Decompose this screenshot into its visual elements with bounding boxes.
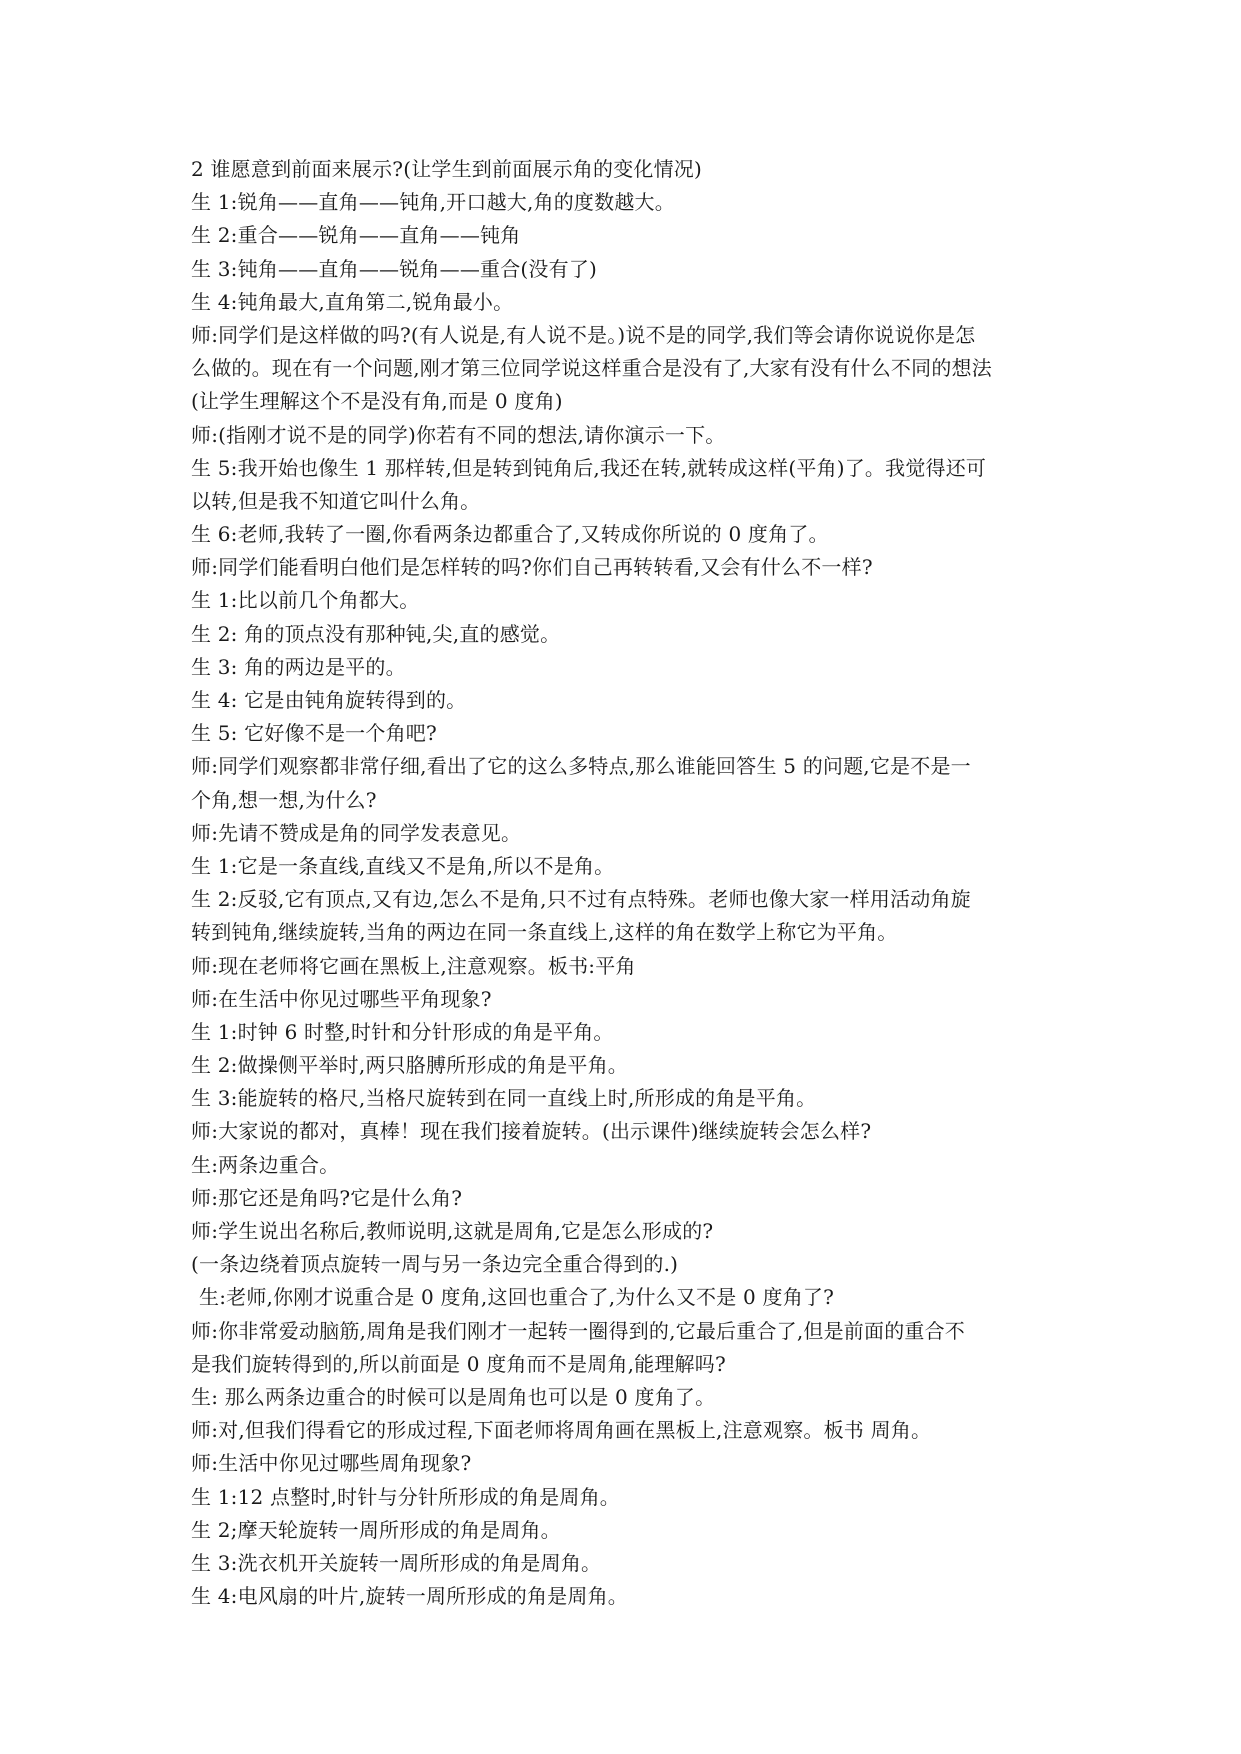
text-line: 师:同学们观察都非常仔细,看出了它的这么多特点,那么谁能回答生 5 的问题,它是不是一 bbox=[191, 754, 971, 779]
text-line: 生:老师,你刚才说重合是 0 度角,这回也重合了,为什么又不是 0 度角了? bbox=[199, 1285, 835, 1310]
text-line: 师:(指刚才说不是的同学)你若有不同的想法,请你演示一下。 bbox=[191, 422, 726, 447]
text-line: 师:大家说的都对，真棒！现在我们接着旋转。(出示课件)继续旋转会怎么样? bbox=[191, 1119, 872, 1144]
text-line: 师:你非常爱动脑筋,周角是我们刚才一起转一圈得到的,它最后重合了,但是前面的重合不 bbox=[191, 1318, 966, 1343]
document-body bbox=[191, 153, 1061, 1613]
text-line: 生:两条边重合。 bbox=[191, 1152, 340, 1177]
text-line: 师:先请不赞成是角的同学发表意见。 bbox=[191, 820, 522, 845]
text-line: 生 1:时钟 6 时整,时针和分针形成的角是平角。 bbox=[191, 1019, 614, 1044]
text-line: 生 2: 角的顶点没有那种钝,尖,直的感觉。 bbox=[191, 621, 561, 646]
text-line: 生 4: 它是由钝角旋转得到的。 bbox=[191, 688, 467, 712]
text-line: 以转,但是我不知道它叫什么角。 bbox=[191, 488, 481, 513]
text-line: 生 2:反驳,它有顶点,又有边,怎么不是角,只不过有点特殊。老师也像大家一样用活动角旋 bbox=[191, 887, 971, 912]
text-line: 是我们旋转得到的,所以前面是 0 度角而不是周角,能理解吗? bbox=[191, 1351, 726, 1376]
text-line: 生 1:12 点整时,时针与分针所形成的角是周角。 bbox=[191, 1484, 620, 1509]
text-line: 生 5: 它好像不是一个角吧? bbox=[191, 721, 437, 746]
text-line: 生: 那么两条边重合的时候可以是周角也可以是 0 度角了。 bbox=[191, 1384, 716, 1409]
text-line: 生 1:它是一条直线,直线又不是角,所以不是角。 bbox=[191, 853, 615, 878]
text-line: 师:同学们能看明白他们是怎样转的吗?你们自己再转转看,又会有什么不一样? bbox=[191, 555, 873, 580]
text-line: 生 3:钝角——直角——锐角——重合(没有了) bbox=[191, 256, 598, 281]
text-line: 生 2;摩天轮旋转一周所形成的角是周角。 bbox=[191, 1517, 561, 1542]
text-line: 师:那它还是角吗?它是什么角? bbox=[191, 1185, 463, 1210]
text-line: 生 4:电风扇的叶片,旋转一周所形成的角是周角。 bbox=[191, 1584, 628, 1609]
text-line: 生 5:我开始也像生 1 那样转,但是转到钝角后,我还在转,就转成这样(平角)了。我觉得还可 bbox=[191, 455, 987, 480]
text-line: 师:对,但我们得看它的形成过程,下面老师将周角画在黑板上,注意观察。板书 周角。 bbox=[191, 1418, 932, 1443]
text-line: (一条边绕着顶点旋转一周与另一条边完全重合得到的.) bbox=[191, 1252, 679, 1277]
text-line: 转到钝角,继续旋转,当角的两边在同一条直线上,这样的角在数学上称它为平角。 bbox=[191, 920, 898, 945]
text-line: 师:在生活中你见过哪些平角现象? bbox=[191, 986, 492, 1011]
text-line: 生 2:重合——锐角——直角——钝角 bbox=[191, 223, 521, 248]
text-line: 么做的。现在有一个问题,刚才第三位同学说这样重合是没有了,大家有没有什么不同的想法 bbox=[191, 356, 992, 381]
text-line: 生 3:能旋转的格尺,当格尺旋转到在同一直线上时,所形成的角是平角。 bbox=[191, 1086, 817, 1111]
text-line: 生 1:比以前几个角都大。 bbox=[191, 588, 420, 613]
text-line: 生 3:洗衣机开关旋转一周所形成的角是周角。 bbox=[191, 1550, 602, 1575]
text-line: 生 3: 角的两边是平的。 bbox=[191, 654, 406, 679]
text-line: 师:生活中你见过哪些周角现象? bbox=[191, 1451, 472, 1476]
text-line: 师:现在老师将它画在黑板上,注意观察。板书:平角 bbox=[191, 953, 636, 978]
text-line: 师:同学们是这样做的吗?(有人说是,有人说不是。)说不是的同学,我们等会请你说说你是怎 bbox=[191, 322, 976, 347]
text-line: (让学生理解这个不是没有角,而是 0 度角) bbox=[191, 389, 563, 414]
text-line: 个角,想一想,为什么? bbox=[191, 787, 377, 812]
text-line: 生 6:老师,我转了一圈,你看两条边都重合了,又转成你所说的 0 度角了。 bbox=[191, 522, 829, 547]
text-line: 生 4:钝角最大,直角第二,锐角最小。 bbox=[191, 289, 514, 314]
text-line: 2 谁愿意到前面来展示?(让学生到前面展示角的变化情况) bbox=[191, 157, 703, 181]
text-line: 生 2:做操侧平举时,两只胳膊所形成的角是平角。 bbox=[191, 1053, 628, 1078]
text-line: 师:学生说出名称后,教师说明,这就是周角,它是怎么形成的? bbox=[191, 1219, 714, 1243]
text-line: 生 1:锐角——直角——钝角,开口越大,角的度数越大。 bbox=[191, 190, 675, 215]
